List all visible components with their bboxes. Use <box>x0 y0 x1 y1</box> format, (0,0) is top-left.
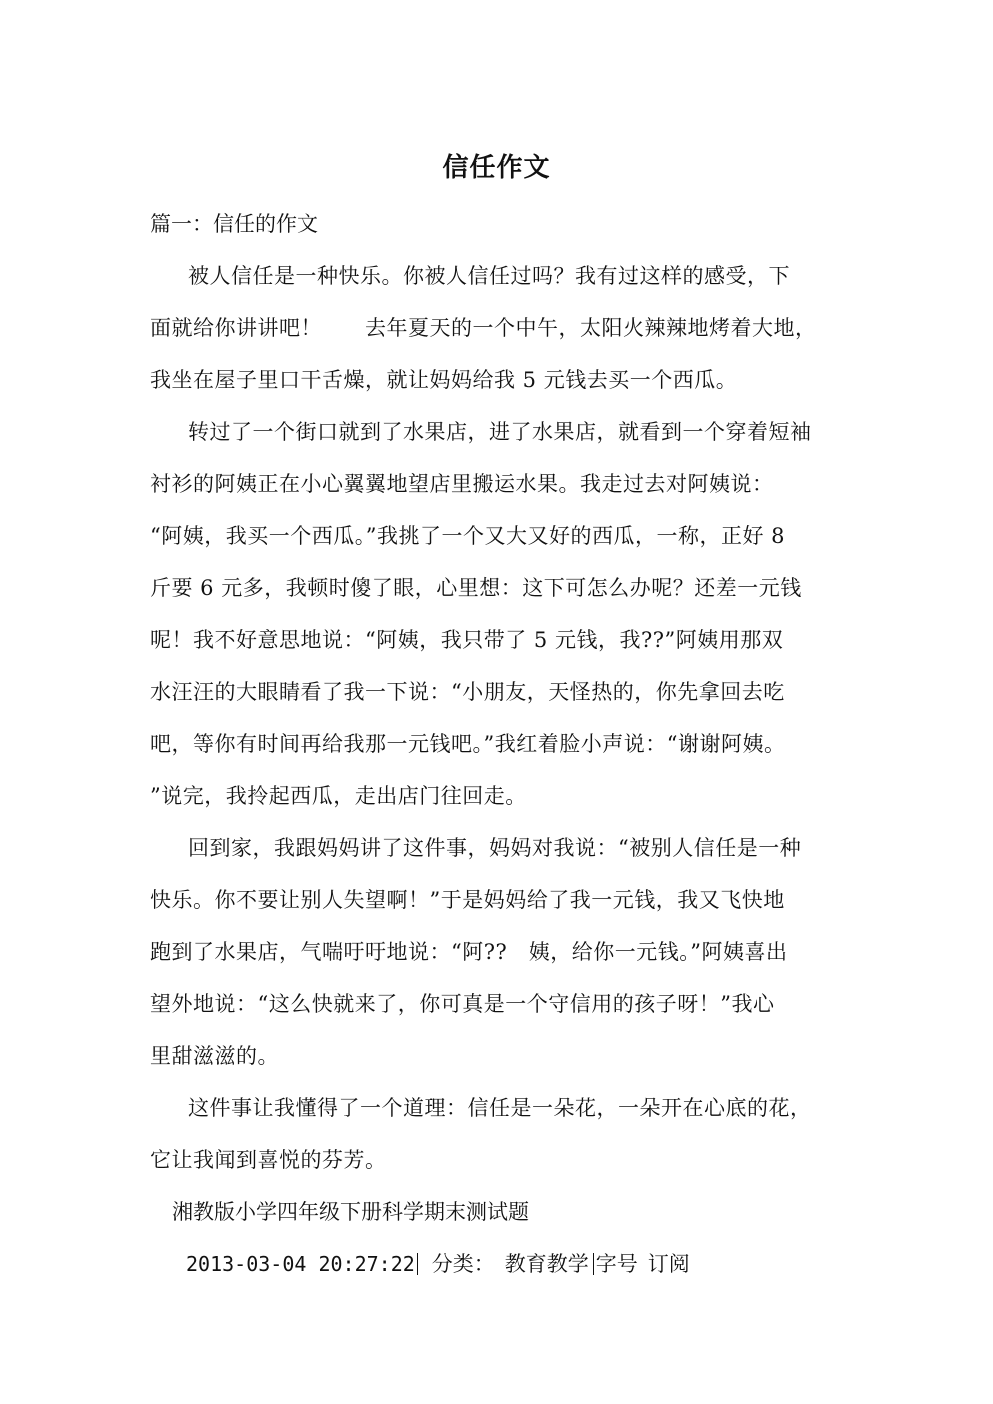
divider <box>417 1253 418 1275</box>
paragraph-line: 跑到了水果店，气喘吁吁地说：“阿?? 姨，给你一元钱。”阿姨喜出 <box>150 940 788 964</box>
divider <box>593 1253 594 1275</box>
paragraph-line: 这件事让我懂得了一个道理：信任是一朵花，一朵开在心底的花， <box>188 1096 812 1120</box>
section-heading: 篇一：信任的作文 <box>150 212 318 236</box>
category-link[interactable]: 教育教学 <box>504 1252 589 1276</box>
paragraph-line: 它让我闻到喜悦的芬芳。 <box>150 1148 387 1172</box>
paragraph-line: 我坐在屋子里口干舌燥，就让妈妈给我 5 元钱去买一个西瓜。 <box>150 368 738 392</box>
paragraph-line: 水汪汪的大眼睛看了我一下说：“小朋友，天怪热的，你先拿回去吃 <box>150 680 785 704</box>
category-label: 分类： <box>431 1252 495 1276</box>
paragraph-line: 吧，等你有时间再给我那一元钱吧。”我红着脸小声说：“谢谢阿姨。 <box>150 732 786 756</box>
paragraph-1 <box>150 250 840 406</box>
related-article-title[interactable]: 湘教版小学四年级下册科学期末测试题 <box>172 1200 529 1224</box>
article-meta <box>186 1248 690 1280</box>
paragraph-4 <box>150 1082 840 1186</box>
paragraph-line: ”说完，我拎起西瓜，走出店门往回走。 <box>150 784 527 808</box>
paragraph-line: “阿姨，我买一个西瓜。”我挑了一个又大又好的西瓜，一称，正好 8 <box>150 524 786 548</box>
paragraph-line: 望外地说：“这么快就来了，你可真是一个守信用的孩子呀！”我心 <box>150 992 775 1016</box>
paragraph-line: 转过了一个街口就到了水果店，进了水果店，就看到一个穿着短袖 <box>188 420 812 444</box>
paragraph-line: 呢！我不好意思地说：“阿姨，我只带了 5 元钱，我??”阿姨用那双 <box>150 628 784 652</box>
paragraph-line: 被人信任是一种快乐。你被人信任过吗？我有过这样的感受，下 <box>188 264 790 288</box>
paragraph-line: 里甜滋滋的。 <box>150 1044 279 1068</box>
paragraph-line: 斤要 6 元多，我顿时傻了眼，心里想：这下可怎么办呢？还差一元钱 <box>150 576 802 600</box>
document-title: 信任作文 <box>442 153 551 183</box>
paragraph-line: 快乐。你不要让别人失望啊！”于是妈妈给了我一元钱，我又飞快地 <box>150 888 785 912</box>
subscribe-button[interactable]: 订阅 <box>647 1252 690 1276</box>
paragraph-2 <box>150 406 840 822</box>
paragraph-line: 衬衫的阿姨正在小心翼翼地望店里搬运水果。我走过去对阿姨说： <box>150 472 774 496</box>
timestamp: 2013-03-04 20:27:22 <box>186 1252 415 1276</box>
font-size-button[interactable]: 字号 <box>595 1252 638 1276</box>
paragraph-line: 回到家，我跟妈妈讲了这件事，妈妈对我说：“被别人信任是一种 <box>188 836 802 860</box>
paragraph-3 <box>150 822 840 1082</box>
paragraph-line: 面就给你讲讲吧！ 去年夏天的一个中午，太阳火辣辣地烤着大地， <box>150 316 817 340</box>
